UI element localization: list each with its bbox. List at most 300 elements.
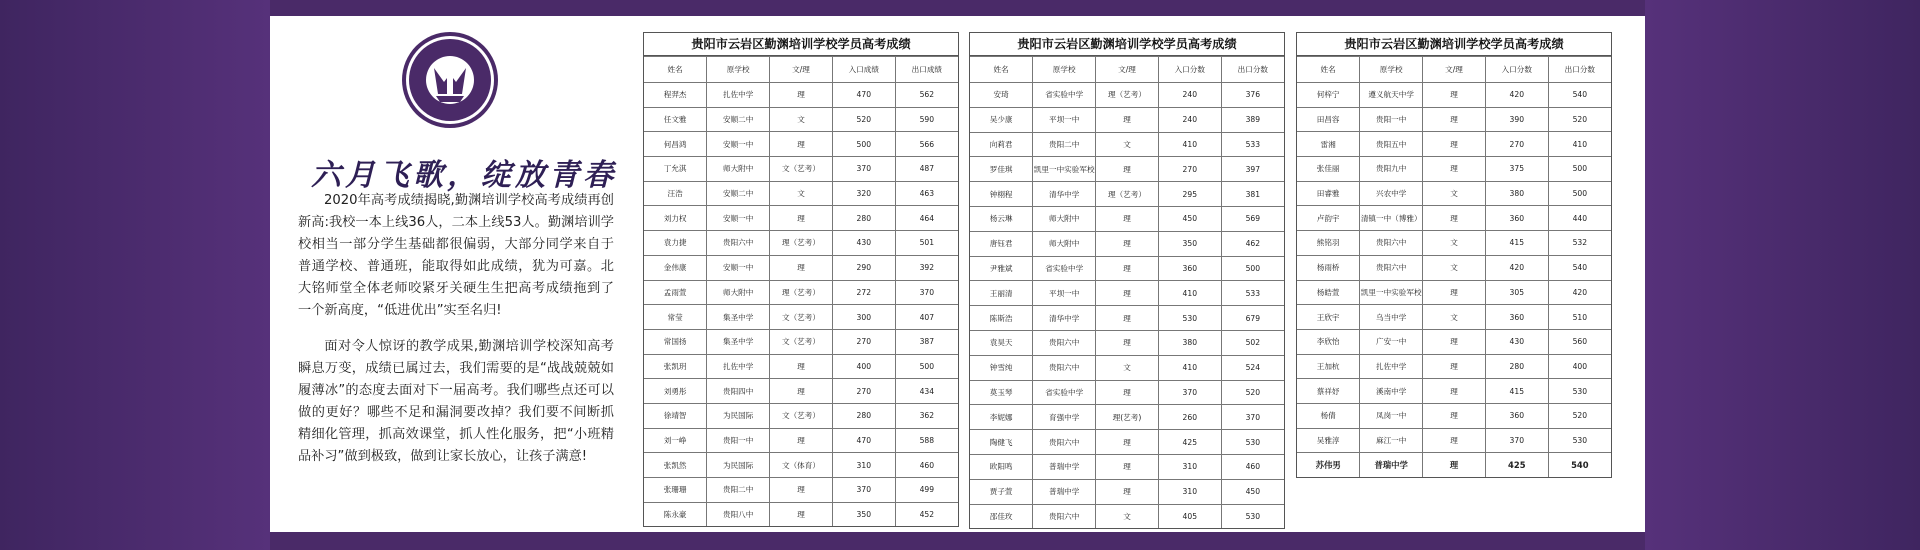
name-cell: 陈永豪 (644, 502, 707, 526)
track-cell: 文（体育） (770, 453, 833, 478)
name-cell: 吴少康 (970, 107, 1033, 132)
track-cell: 理（艺考） (1096, 83, 1159, 108)
exit-score-cell: 520 (1221, 380, 1284, 405)
entry-score-cell: 380 (1158, 330, 1221, 355)
table-row (1297, 231, 1611, 256)
track-cell: 理 (1096, 430, 1159, 455)
exit-score-cell: 500 (1548, 157, 1611, 182)
table-row (1297, 83, 1611, 108)
track-cell: 理 (1096, 107, 1159, 132)
column-header: 出口分数 (1548, 57, 1611, 83)
exit-score-cell: 487 (895, 157, 958, 182)
column-header: 文/理 (1423, 57, 1486, 83)
entry-score-cell: 280 (832, 206, 895, 231)
table-row (970, 504, 1284, 528)
name-cell: 张凯然 (644, 453, 707, 478)
entry-score-cell: 360 (1485, 403, 1548, 428)
exit-score-cell: 440 (1548, 206, 1611, 231)
exit-score-cell: 679 (1221, 306, 1284, 331)
column-header: 原学校 (1360, 57, 1423, 83)
school-cell: 平坝一中 (1033, 281, 1096, 306)
school-cell: 贵阳六中 (1033, 504, 1096, 528)
table-row (644, 453, 958, 478)
entry-score-cell: 470 (832, 428, 895, 453)
exit-score-cell: 520 (1548, 107, 1611, 132)
table-row (644, 305, 958, 330)
intro-paragraph-2: 面对令人惊讶的教学成果,勤渊培训学校深知高考瞬息万变，成绩已属过去，我们需要的是“战战兢兢如履薄冰”的态度去面对下一届高考。我们哪些点还可以做的更好？哪些不足和漏洞要改掉？我们要不间断抓精细化管理，抓高效课堂，抓人性化服务，把“小班精品补习”做到极致，做到让家长放心，让孩子满意! (298, 339, 614, 464)
entry-score-cell: 380 (1485, 181, 1548, 206)
name-cell: 张佳丽 (1297, 157, 1360, 182)
school-cell: 贵阳四中 (707, 379, 770, 404)
entry-score-cell: 520 (832, 107, 895, 132)
name-cell: 何梓宁 (1297, 83, 1360, 108)
entry-score-cell: 450 (1158, 206, 1221, 231)
table-title: 贵阳市云岩区勤渊培训学校学员高考成绩 (644, 33, 958, 56)
column-header: 文/理 (1096, 57, 1159, 83)
name-cell: 徐靖智 (644, 403, 707, 428)
track-cell: 理 (1423, 83, 1486, 108)
entry-score-cell: 270 (832, 329, 895, 354)
school-cell: 为民国际 (707, 453, 770, 478)
name-cell: 常莹 (644, 305, 707, 330)
exit-score-cell: 500 (1221, 256, 1284, 281)
entry-score-cell: 410 (1158, 355, 1221, 380)
table-row (644, 379, 958, 404)
school-cell: 贵阳六中 (1033, 355, 1096, 380)
exit-score-cell: 464 (895, 206, 958, 231)
exit-score-cell: 500 (895, 354, 958, 379)
school-cell: 安顺二中 (707, 107, 770, 132)
entry-score-cell: 350 (832, 502, 895, 526)
name-cell: 田昌容 (1297, 107, 1360, 132)
track-cell: 理 (1096, 157, 1159, 182)
table-row (644, 83, 958, 108)
exit-score-cell: 452 (895, 502, 958, 526)
column-header: 出口成绩 (895, 57, 958, 83)
exit-score-cell: 530 (1548, 428, 1611, 453)
track-cell: 理 (1423, 453, 1486, 477)
track-cell: 理 (770, 83, 833, 108)
table-row (644, 132, 958, 157)
school-cell: 凯里一中实验军校 (1360, 280, 1423, 305)
track-cell: 理 (1423, 280, 1486, 305)
name-cell: 卢韵宇 (1297, 206, 1360, 231)
track-cell: 理 (770, 478, 833, 503)
exit-score-cell: 450 (1221, 479, 1284, 504)
table-row (970, 107, 1284, 132)
exit-score-cell: 362 (895, 403, 958, 428)
exit-score-cell: 389 (1221, 107, 1284, 132)
entry-score-cell: 370 (832, 157, 895, 182)
school-cell: 贵阳六中 (1033, 430, 1096, 455)
track-cell: 理 (1096, 231, 1159, 256)
column-header: 出口分数 (1221, 57, 1284, 83)
exit-score-cell: 590 (895, 107, 958, 132)
exit-score-cell: 400 (1548, 354, 1611, 379)
name-cell: 欧阳鸣 (970, 454, 1033, 479)
table-row (1297, 354, 1611, 379)
track-cell: 文（艺考） (770, 403, 833, 428)
entry-score-cell: 415 (1485, 379, 1548, 404)
table-row (970, 355, 1284, 380)
school-cell: 贵阳八中 (707, 502, 770, 526)
exit-score-cell: 530 (1221, 504, 1284, 528)
school-cell: 广安一中 (1360, 329, 1423, 354)
column-header: 入口分数 (1485, 57, 1548, 83)
track-cell: 理 (1423, 403, 1486, 428)
entry-score-cell: 240 (1158, 107, 1221, 132)
exit-score-cell: 501 (895, 231, 958, 256)
school-cell: 清镇一中（博雅） (1360, 206, 1423, 231)
exit-score-cell: 540 (1548, 255, 1611, 280)
school-cell: 扎佐中学 (1360, 354, 1423, 379)
exit-score-cell: 460 (895, 453, 958, 478)
table-row (970, 157, 1284, 182)
school-cell: 为民国际 (707, 403, 770, 428)
entry-score-cell: 305 (1485, 280, 1548, 305)
school-cell: 师大附中 (707, 157, 770, 182)
school-cell: 贵阳二中 (1033, 132, 1096, 157)
track-cell: 理 (1096, 454, 1159, 479)
name-cell: 苏伟男 (1297, 453, 1360, 477)
table-row (1297, 403, 1611, 428)
school-cell: 安顺一中 (707, 206, 770, 231)
entry-score-cell: 310 (832, 453, 895, 478)
name-cell: 张珊珊 (644, 478, 707, 503)
table-row (1297, 329, 1611, 354)
entry-score-cell: 470 (832, 83, 895, 108)
entry-score-cell: 405 (1158, 504, 1221, 528)
exit-score-cell: 370 (895, 280, 958, 305)
name-cell: 贾子萱 (970, 479, 1033, 504)
score-table-1 (643, 32, 959, 527)
school-cell: 省实验中学 (1033, 380, 1096, 405)
track-cell: 文 (1096, 504, 1159, 528)
track-cell: 理 (1096, 256, 1159, 281)
column-header: 文/理 (770, 57, 833, 83)
school-cell: 遵义航天中学 (1360, 83, 1423, 108)
school-cell: 集圣中学 (707, 305, 770, 330)
track-cell: 理（艺考） (1096, 182, 1159, 207)
track-cell: 理 (1096, 330, 1159, 355)
name-cell: 邵佳玫 (970, 504, 1033, 528)
school-cell: 安顺一中 (707, 255, 770, 280)
name-cell: 金伟康 (644, 255, 707, 280)
school-cell: 兴农中学 (1360, 181, 1423, 206)
track-cell: 理 (1096, 306, 1159, 331)
exit-score-cell: 434 (895, 379, 958, 404)
entry-score-cell: 320 (832, 181, 895, 206)
school-cell: 省实验中学 (1033, 256, 1096, 281)
track-cell: 文 (1096, 355, 1159, 380)
school-cell: 贵阳六中 (707, 231, 770, 256)
track-cell: 文（艺考） (770, 305, 833, 330)
table-row (970, 405, 1284, 430)
track-cell: 理 (1096, 206, 1159, 231)
table-row (970, 231, 1284, 256)
name-cell: 刘一峥 (644, 428, 707, 453)
table-row (644, 181, 958, 206)
track-cell: 理 (770, 502, 833, 526)
table-row (644, 255, 958, 280)
track-cell: 理 (1423, 329, 1486, 354)
exit-score-cell: 370 (1221, 405, 1284, 430)
table-row (970, 83, 1284, 108)
table-row (1297, 255, 1611, 280)
intro-panel (270, 16, 625, 532)
entry-score-cell: 390 (1485, 107, 1548, 132)
exit-score-cell: 540 (1548, 83, 1611, 108)
school-cell: 育强中学 (1033, 405, 1096, 430)
track-cell: 理 (770, 206, 833, 231)
table-row (1297, 453, 1611, 477)
name-cell: 刘力权 (644, 206, 707, 231)
name-cell: 钟雪纯 (970, 355, 1033, 380)
name-cell: 陈斯浩 (970, 306, 1033, 331)
school-cell: 贵阳六中 (1360, 231, 1423, 256)
school-cell: 师大附中 (1033, 231, 1096, 256)
exit-score-cell: 376 (1221, 83, 1284, 108)
column-header: 原学校 (707, 57, 770, 83)
school-cell: 扎佐中学 (707, 354, 770, 379)
column-header: 原学校 (1033, 57, 1096, 83)
exit-score-cell: 562 (895, 83, 958, 108)
exit-score-cell: 420 (1548, 280, 1611, 305)
table-row (970, 430, 1284, 455)
exit-score-cell: 387 (895, 329, 958, 354)
name-cell: 王丽清 (970, 281, 1033, 306)
entry-score-cell: 272 (832, 280, 895, 305)
exit-score-cell: 410 (1548, 132, 1611, 157)
table-row (1297, 428, 1611, 453)
name-cell: 吴雅淳 (1297, 428, 1360, 453)
entry-score-cell: 360 (1485, 206, 1548, 231)
name-cell: 杨倩 (1297, 403, 1360, 428)
school-cell: 贵阳九中 (1360, 157, 1423, 182)
exit-score-cell: 502 (1221, 330, 1284, 355)
track-cell: 文 (1423, 255, 1486, 280)
exit-score-cell: 381 (1221, 182, 1284, 207)
exit-score-cell: 397 (1221, 157, 1284, 182)
poster-board (270, 16, 1645, 532)
track-cell: 理 (770, 379, 833, 404)
column-header: 姓名 (1297, 57, 1360, 83)
slogan-heading: 六月飞歌，绽放青春 (311, 158, 617, 193)
school-cell: 扎佐中学 (707, 83, 770, 108)
school-cell: 省实验中学 (1033, 83, 1096, 108)
track-cell: 理 (1423, 379, 1486, 404)
school-cell: 麻江一中 (1360, 428, 1423, 453)
left-purple-border (0, 0, 270, 550)
entry-score-cell: 430 (1485, 329, 1548, 354)
table-row (1297, 157, 1611, 182)
table-row (644, 354, 958, 379)
table-row (970, 206, 1284, 231)
exit-score-cell: 520 (1548, 403, 1611, 428)
name-cell: 陶健飞 (970, 430, 1033, 455)
table-row (970, 281, 1284, 306)
entry-score-cell: 410 (1158, 281, 1221, 306)
name-cell: 李妮娜 (970, 405, 1033, 430)
school-cell: 贵阳一中 (707, 428, 770, 453)
exit-score-cell: 510 (1548, 305, 1611, 330)
entry-score-cell: 295 (1158, 182, 1221, 207)
entry-score-cell: 420 (1485, 255, 1548, 280)
entry-score-cell: 280 (832, 403, 895, 428)
track-cell: 理 (1423, 206, 1486, 231)
entry-score-cell: 280 (1485, 354, 1548, 379)
table-title: 贵阳市云岩区勤渊培训学校学员高考成绩 (1297, 33, 1611, 56)
exit-score-cell: 533 (1221, 132, 1284, 157)
table-row (644, 280, 958, 305)
track-cell: 理 (1423, 354, 1486, 379)
school-cell: 集圣中学 (707, 329, 770, 354)
school-cell: 贵阳六中 (1360, 255, 1423, 280)
name-cell: 莫玉琴 (970, 380, 1033, 405)
table-row (970, 132, 1284, 157)
table-row (1297, 280, 1611, 305)
entry-score-cell: 270 (1485, 132, 1548, 157)
table-row (644, 329, 958, 354)
track-cell: 理(艺考) (1096, 405, 1159, 430)
entry-score-cell: 370 (832, 478, 895, 503)
school-cell: 安顺一中 (707, 132, 770, 157)
name-cell: 袁力捷 (644, 231, 707, 256)
track-cell: 理 (770, 354, 833, 379)
school-cell: 师大附中 (707, 280, 770, 305)
exit-score-cell: 533 (1221, 281, 1284, 306)
name-cell: 程羿杰 (644, 83, 707, 108)
track-cell: 文 (1096, 132, 1159, 157)
exit-score-cell: 460 (1221, 454, 1284, 479)
exit-score-cell: 500 (1548, 181, 1611, 206)
track-cell: 理（艺考） (770, 231, 833, 256)
table-row (970, 380, 1284, 405)
entry-score-cell: 400 (832, 354, 895, 379)
school-cell: 贵阳二中 (707, 478, 770, 503)
table-row (1297, 379, 1611, 404)
name-cell: 王加杭 (1297, 354, 1360, 379)
entry-score-cell: 260 (1158, 405, 1221, 430)
table-row (1297, 305, 1611, 330)
intro-paragraph-1: 2020年高考成绩揭晓,勤渊培训学校高考成绩再创新高:我校一本上线36人，二本上线53人。勤渊培训学校相当一部分学生基础都很偏弱，大部分同学来自于普通学校、普通班，能取得如此成绩，犹为可嘉。北大铭师堂全体老师咬紧牙关硬生生把高考成绩拖到了一个新高度，“低进优出”实至名归! (298, 193, 614, 318)
table-row (970, 454, 1284, 479)
name-cell: 丁允淇 (644, 157, 707, 182)
entry-score-cell: 270 (1158, 157, 1221, 182)
entry-score-cell: 425 (1158, 430, 1221, 455)
table-row (970, 330, 1284, 355)
name-cell: 李欣怡 (1297, 329, 1360, 354)
name-cell: 何昌鸿 (644, 132, 707, 157)
score-table-3 (1296, 32, 1612, 478)
exit-score-cell: 407 (895, 305, 958, 330)
entry-score-cell: 360 (1485, 305, 1548, 330)
track-cell: 理 (1096, 380, 1159, 405)
name-cell: 张凯玥 (644, 354, 707, 379)
track-cell: 文（艺考） (770, 329, 833, 354)
track-cell: 文 (1423, 231, 1486, 256)
exit-score-cell: 588 (895, 428, 958, 453)
name-cell: 杨皓萱 (1297, 280, 1360, 305)
name-cell: 安琦 (970, 83, 1033, 108)
column-header: 入口成绩 (832, 57, 895, 83)
school-logo (400, 30, 500, 130)
school-cell: 平坝一中 (1033, 107, 1096, 132)
entry-score-cell: 425 (1485, 453, 1548, 477)
track-cell: 文 (770, 107, 833, 132)
school-cell: 普瑞中学 (1360, 453, 1423, 477)
school-cell: 安顺二中 (707, 181, 770, 206)
table-row (970, 182, 1284, 207)
exit-score-cell: 532 (1548, 231, 1611, 256)
track-cell: 理 (1423, 132, 1486, 157)
exit-score-cell: 462 (1221, 231, 1284, 256)
name-cell: 汪浩 (644, 181, 707, 206)
exit-score-cell: 569 (1221, 206, 1284, 231)
entry-score-cell: 530 (1158, 306, 1221, 331)
name-cell: 罗佳琪 (970, 157, 1033, 182)
table-row (644, 428, 958, 453)
name-cell: 王欣宇 (1297, 305, 1360, 330)
table-row (644, 502, 958, 526)
entry-score-cell: 370 (1158, 380, 1221, 405)
school-cell: 凯里一中实验军校 (1033, 157, 1096, 182)
table-row (644, 403, 958, 428)
school-cell: 溪南中学 (1360, 379, 1423, 404)
entry-score-cell: 310 (1158, 479, 1221, 504)
exit-score-cell: 524 (1221, 355, 1284, 380)
track-cell: 文 (770, 181, 833, 206)
table-row (644, 478, 958, 503)
name-cell: 杨云琳 (970, 206, 1033, 231)
table-row (1297, 132, 1611, 157)
school-cell: 贵阳六中 (1033, 330, 1096, 355)
exit-score-cell: 540 (1548, 453, 1611, 477)
table-row (644, 206, 958, 231)
column-header: 姓名 (970, 57, 1033, 83)
column-header: 姓名 (644, 57, 707, 83)
exit-score-cell: 463 (895, 181, 958, 206)
table-row (644, 107, 958, 132)
entry-score-cell: 370 (1485, 428, 1548, 453)
track-cell: 理 (770, 132, 833, 157)
entry-score-cell: 415 (1485, 231, 1548, 256)
exit-score-cell: 566 (895, 132, 958, 157)
track-cell: 理 (1423, 157, 1486, 182)
track-cell: 理 (1096, 281, 1159, 306)
exit-score-cell: 560 (1548, 329, 1611, 354)
column-header: 入口分数 (1158, 57, 1221, 83)
table-row (970, 306, 1284, 331)
name-cell: 刘勇彤 (644, 379, 707, 404)
school-cell: 贵阳一中 (1360, 107, 1423, 132)
entry-score-cell: 350 (1158, 231, 1221, 256)
table-row (644, 231, 958, 256)
track-cell: 理 (1096, 479, 1159, 504)
name-cell: 尹雅斌 (970, 256, 1033, 281)
entry-score-cell: 290 (832, 255, 895, 280)
name-cell: 蔡祥妤 (1297, 379, 1360, 404)
exit-score-cell: 499 (895, 478, 958, 503)
track-cell: 文 (1423, 305, 1486, 330)
school-cell: 普瑞中学 (1033, 454, 1096, 479)
entry-score-cell: 410 (1158, 132, 1221, 157)
name-cell: 熊铭羽 (1297, 231, 1360, 256)
table-row (1297, 181, 1611, 206)
name-cell: 袁昊天 (970, 330, 1033, 355)
table-row (970, 256, 1284, 281)
name-cell: 杨雨桥 (1297, 255, 1360, 280)
